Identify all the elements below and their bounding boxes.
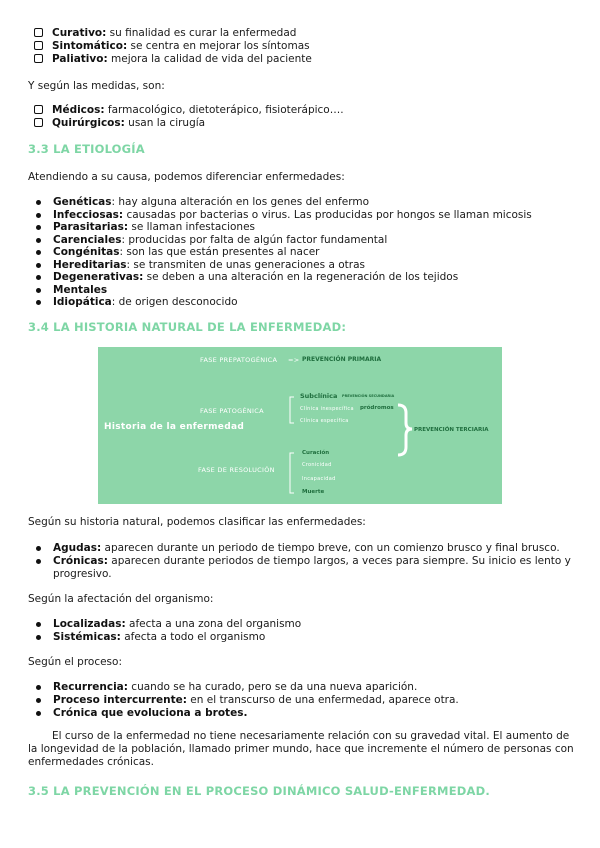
prevencion-primaria: PREVENCIÓN PRIMARIA [302,356,382,363]
diagram-root-label: Historia de la enfermedad [104,422,245,432]
checkbox-item: Quirúrgicos: usan la cirugía [34,117,344,130]
phase-patogenica: FASE PATOGÉNICA [200,407,264,415]
list-item: Genéticas: hay alguna alteración en los genes del enfermo [36,196,576,209]
cronicidad: Cronicidad [302,462,332,468]
checkbox-item: Curativo: su finalidad es curar la enfermedad [34,27,312,40]
proceso-list [36,681,576,720]
checkbox-item: Paliativo: mejora la calidad de vida del paciente [34,53,312,66]
clinica-inespecifica: Clínica inespecífica [300,406,354,412]
measures-list [34,104,344,130]
clinica-especifica: Clínica específica [300,418,349,424]
list-item: Carenciales: producidas por falta de algún factor fundamental [36,234,576,247]
list-item: Crónicas: aparecen durante periodos de tiempo largos, a veces para siempre. Su inicio es lento y progresivo. [36,555,576,581]
measures-intro: Y según las medidas, son: [28,80,165,92]
treatment-type-list [34,27,312,66]
list-item: Proceso intercurrente: en el transcurso de una enfermedad, aparece otra. [36,694,576,707]
section-heading-historia-natural: 3.4 LA HISTORIA NATURAL DE LA ENFERMEDAD: [28,320,347,334]
proceso-intro: Según el proceso: [28,656,122,668]
list-item: Agudas: aparecen durante un periodo de tiempo breve, con un comienzo brusco y final brusco. [36,542,576,555]
arrow-icon: => [288,356,300,364]
afectacion-intro: Según la afectación del organismo: [28,593,214,605]
bracket-resolucion [290,453,294,493]
list-item: Mentales [36,284,576,297]
checkbox-icon [34,54,43,63]
checkbox-icon [34,28,43,37]
historia-list [36,542,576,581]
checkbox-icon [34,41,43,50]
brace-icon [398,405,412,455]
list-item: Localizadas: afecta a una zona del organismo [36,618,576,631]
curacion: Curación [302,450,330,456]
section-heading-etiologia: 3.3 LA ETIOLOGÍA [28,142,145,156]
list-item: Parasitarias: se llaman infestaciones [36,221,576,234]
checkbox-item: Médicos: farmacológico, dietoterápico, fisioterápico…. [34,104,344,117]
checkbox-item: Sintomático: se centra en mejorar los síntomas [34,40,312,53]
subclinica: Subclínica [300,392,338,400]
list-item: Sistémicas: afecta a todo el organismo [36,631,576,644]
prevencion-secundaria: PREVENCIÓN SECUNDARIA [342,394,395,398]
list-item: Idiopática: de origen desconocido [36,296,576,309]
list-item: Hereditarias: se transmiten de unas generaciones a otras [36,259,576,272]
section-heading-prevencion: 3.5 LA PREVENCIÓN EN EL PROCESO DINÁMICO SALUD-ENFERMEDAD. [28,784,490,798]
list-item: Crónica que evoluciona a brotes. [36,707,576,720]
muerte: Muerte [302,489,325,495]
afectacion-list [36,618,576,644]
prodromos: pródromos [360,405,394,411]
bracket-patogenica [290,397,294,423]
phase-resolucion: FASE DE RESOLUCIÓN [198,466,275,474]
etiologia-intro: Atendiendo a su causa, podemos diferenciar enfermedades: [28,171,345,183]
historia-intro: Según su historia natural, podemos clasificar las enfermedades: [28,516,366,528]
list-item: Congénitas: son las que están presentes al nacer [36,246,576,259]
checkbox-icon [34,118,43,127]
list-item: Infecciosas: causadas por bacterias o virus. Las producidas por hongos se llaman micosis [36,209,576,222]
list-item: Degenerativas: se deben a una alteración en la regeneración de los tejidos [36,271,576,284]
natural-history-diagram [98,347,502,504]
incapacidad: Incapacidad [302,476,336,482]
prevencion-terciaria: PREVENCIÓN TERCIARIA [414,427,489,433]
list-item: Recurrencia: cuando se ha curado, pero se da una nueva aparición. [36,681,576,694]
phase-prepatogenica: FASE PREPATOGÉNICA [200,356,278,364]
etiologia-list [36,196,576,309]
checkbox-icon [34,105,43,114]
curso-paragraph: El curso de la enfermedad no tiene necesariamente relación con su gravedad vital. El aumento de la longevidad de la población, llamado primer mundo, hace que incremente el número de personas con enfermedades crónicas. [28,730,574,768]
